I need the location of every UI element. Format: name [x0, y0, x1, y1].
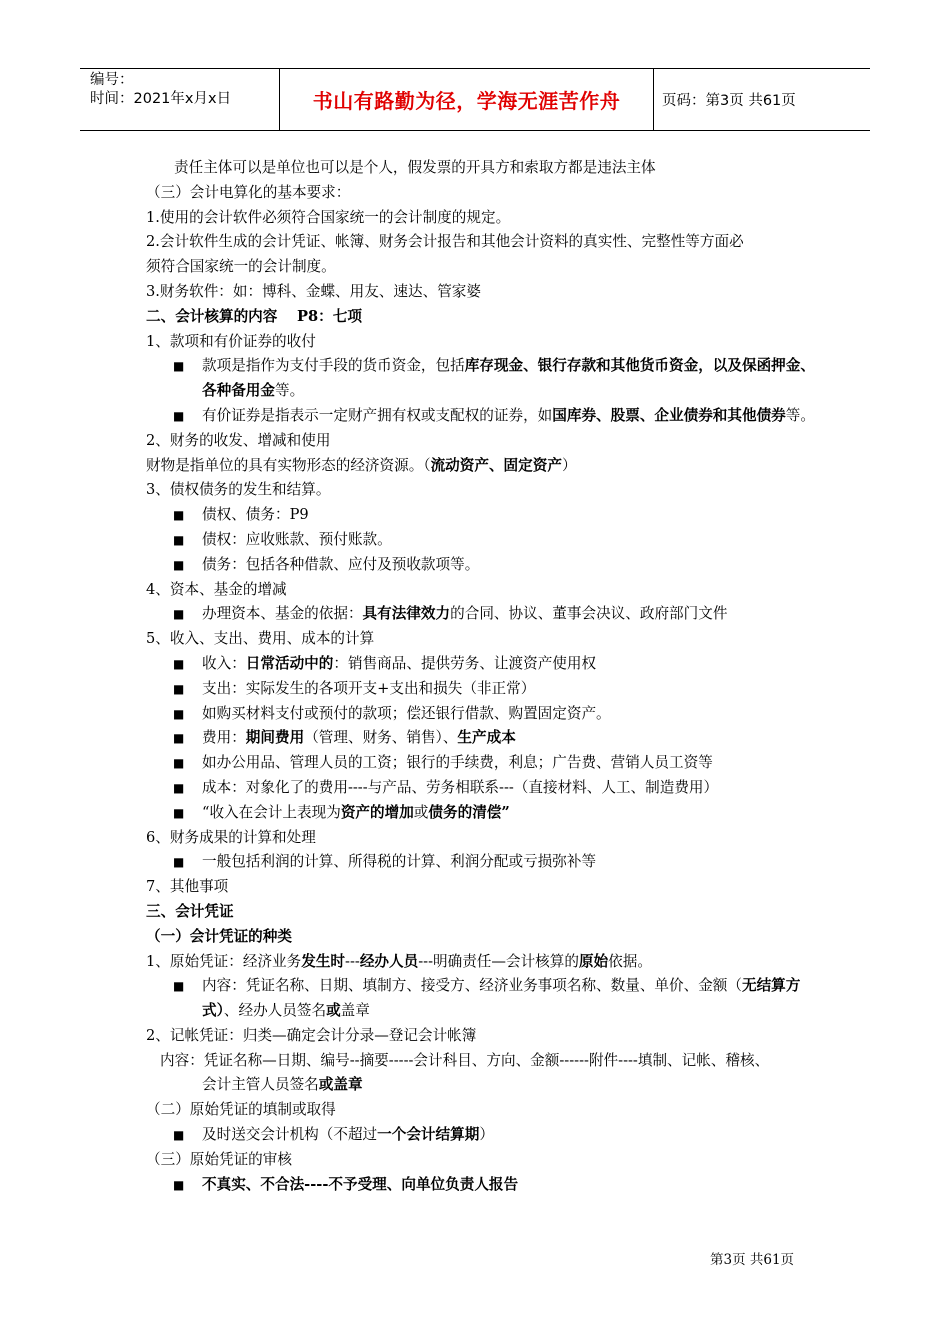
- text-line: （二）原始凭证的填制或取得: [146, 1101, 336, 1119]
- text-line: 财物是指单位的具有实物形态的经济资源。（流动资产、固定资产）: [146, 456, 577, 474]
- bullet-item: ■ 不真实、不合法----不予受理、向单位负责人报告: [146, 1173, 816, 1198]
- header-meta: [80, 69, 280, 130]
- header-table: [80, 68, 870, 131]
- bullet-item: ■ 办理资本、基金的依据：具有法律效力的合同、协议、董事会决议、政府部门文件: [146, 602, 816, 627]
- bullet-item: ■ 如办公用品、管理人员的工资；银行的手续费，利息；广告费、营销人员工资等: [146, 751, 816, 776]
- bullet-item: ■ 如购买材料支付或预付的款项；偿还银行借款、购置固定资产。: [146, 702, 816, 727]
- text-line: 1.使用的会计软件必须符合国家统一的会计制度的规定。: [146, 208, 511, 226]
- bullet-item: ■ “收入在会计上表现为资产的增加或债务的清偿”: [146, 801, 816, 826]
- bullet-item: ■ 支出：实际发生的各项开支+支出和损失（非正常）: [146, 677, 816, 702]
- text-line: 2、记帐凭证：归类—确定会计分录—登记会计帐簿: [146, 1026, 477, 1044]
- text-line: 须符合国家统一的会计制度。: [146, 258, 336, 276]
- header-motto: 书山有路勤为径，学海无涯苦作舟: [280, 69, 654, 130]
- text-line: 内容：凭证名称—日期、编号--摘要-----会计科目、方向、金额------附件----填制、记帐、稽核、: [160, 1051, 770, 1069]
- bullet-item: ■ 收入：日常活动中的：销售商品、提供劳务、让渡资产使用权: [146, 652, 816, 677]
- text-line: 2、财务的收发、增减和使用: [146, 431, 331, 449]
- text-line: 4、资本、基金的增减: [146, 580, 287, 598]
- header-page-number: 页码：第3页 共61页: [662, 93, 796, 109]
- bullet-item: ■ 有价证券是指表示一定财产拥有权或支配权的证券，如国库券、股票、企业债券和其他债券等。: [146, 404, 816, 429]
- document-body: [146, 156, 816, 1197]
- bullet-item: ■ 债务：包括各种借款、应付及预收款项等。: [146, 553, 816, 578]
- bullet-item: ■ 内容：凭证名称、日期、填制方、接受方、经济业务事项名称、数量、单价、金额（无结算方式）、经办人员签名或盖章: [146, 974, 816, 1024]
- bullet-item: ■ 债权：应收账款、预付账款。: [146, 528, 816, 553]
- section-heading: 二、会计核算的内容 P8：七项: [146, 307, 362, 325]
- section-heading: 三、会计凭证: [146, 902, 234, 920]
- text-line: （三）会计电算化的基本要求：: [146, 183, 351, 201]
- text-line: 3、债权债务的发生和结算。: [146, 481, 331, 499]
- text-line: 7、其他事项: [146, 878, 229, 896]
- text-line: 会计主管人员签名或盖章: [202, 1076, 363, 1094]
- bullet-item: ■ 成本：对象化了的费用----与产品、劳务相联系---（直接材料、人工、制造费用）: [146, 776, 816, 801]
- text-line: 5、收入、支出、费用、成本的计算: [146, 630, 375, 648]
- page-footer: 第3页 共61页: [710, 1252, 795, 1268]
- text-line: 6、财务成果的计算和处理: [146, 828, 316, 846]
- bullet-item: ■ 费用：期间费用（管理、财务、销售）、生产成本: [146, 726, 816, 751]
- bullet-item: ■ 一般包括利润的计算、所得税的计算、利润分配或亏损弥补等: [146, 850, 816, 875]
- bullet-item: ■ 债权、债务：P9: [146, 503, 816, 528]
- text-line: 2.会计软件生成的会计凭证、帐簿、财务会计报告和其他会计资料的真实性、完整性等方面必: [146, 233, 744, 251]
- text-line: 责任主体可以是单位也可以是个人，假发票的开具方和索取方都是违法主体: [174, 159, 656, 176]
- time-label: 时间：2021年x月x日: [90, 91, 232, 107]
- number-label: 编号：: [90, 72, 134, 88]
- text-line: 1、原始凭证：经济业务发生时---经办人员---明确责任—会计核算的原始依据。: [146, 952, 652, 970]
- text-line: 1、款项和有价证券的收付: [146, 332, 316, 350]
- text-line: （三）原始凭证的审核: [146, 1150, 292, 1168]
- bullet-item: ■ 款项是指作为支付手段的货币资金，包括库存现金、银行存款和其他货币资金，以及保函押金、各种备用金等。: [146, 354, 816, 404]
- bullet-item: ■ 及时送交会计机构（不超过一个会计结算期）: [146, 1123, 816, 1148]
- section-heading: （一）会计凭证的种类: [146, 927, 292, 945]
- text-line: 3.财务软件：如：博科、金蝶、用友、速达、管家婆: [146, 282, 481, 300]
